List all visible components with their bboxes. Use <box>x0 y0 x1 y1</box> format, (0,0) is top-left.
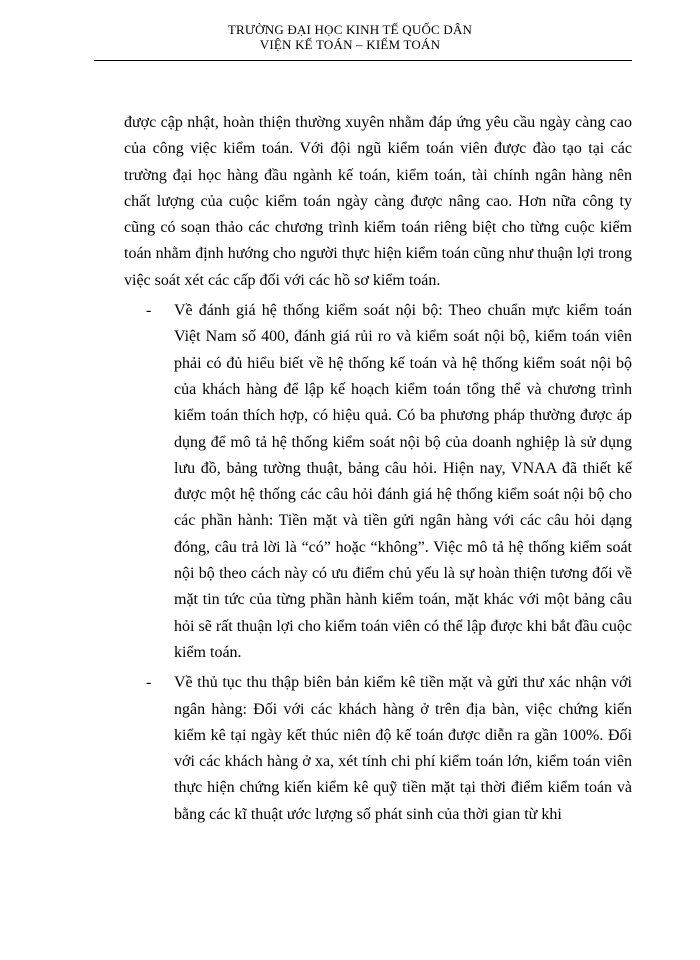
bullet-text: Về thủ tục thu thập biên bản kiểm kê tiền mặt và gửi thư xác nhận với ngân hàng: Đối với các khách hàng ở trên địa bàn, việc chứng kiến kiểm kê tại ngày kết thúc niên độ kế toán được diễn ra gần 100%. Đối với các khách hàng ở xa, xét tính chi phí kiểm toán lớn, kiểm toán viên thực hiện chứng kiến kiểm kê quỹ tiền mặt tại thời điểm kiểm toán và bằng các kĩ thuật ước lượng số phát sinh của thời gian từ khi <box>174 674 632 823</box>
page-header <box>0 22 700 52</box>
bullet-item-internal-control <box>146 298 632 666</box>
bullet-marker: - <box>146 674 152 692</box>
header-university: TRƯỜNG ĐẠI HỌC KINH TẾ QUỐC DÂN <box>227 22 473 37</box>
document-body <box>124 110 632 828</box>
header-divider <box>94 60 632 61</box>
bullet-text: Về đánh giá hệ thống kiểm soát nội bộ: Theo chuẩn mực kiểm toán Việt Nam số 400, đánh giá rủi ro và kiểm soát nội bộ, kiểm toán viên phải có đủ hiểu biết về hệ thống kế toán và hệ thống kiểm soát nội bộ của khách hàng để lập kế hoạch kiểm toán tổng thể và chương trình kiểm toán thích hợp, có hiệu quả. Có ba phương pháp thường được áp dụng để mô tả hệ thống kiểm soát nội bộ của doanh nghiệp là sử dụng lưu đồ, bảng tường thuật, bảng câu hỏi. Hiện nay, VNAA đã thiết kế được một hệ thống các câu hỏi đánh giá hệ thống kiểm soát nội bộ cho các phần hành: Tiền mặt và tiền gửi ngân hàng với các câu hỏi dạng đóng, câu trả lời là “có” hoặc “không”. Việc mô tả hệ thống kiểm soát nội bộ theo cách này có ưu điểm chủ yếu là sự hoàn thiện tương đối về mặt tin tức của từng phần hành kiểm toán, mặt khác với một bảng câu hỏi sẽ rất thuận lợi cho kiểm toán viên có thể lập được khi bắt đầu cuộc kiểm toán. <box>174 302 632 661</box>
body-paragraph: được cập nhật, hoàn thiện thường xuyên nhằm đáp ứng yêu cầu ngày càng cao của công việc kiểm toán. Với đội ngũ kiểm toán viên được đào tạo tại các trường đại học hàng đầu ngành kế toán, kiểm toán, tài chính ngân hàng nên chất lượng của cuộc kiểm toán ngày càng được nâng cao. Hơn nữa công ty cũng có soạn thảo các chương trình kiểm toán riêng biệt cho từng cuộc kiểm toán nhằm định hướng cho người thực hiện kiểm toán cũng như thuận lợi trong việc soát xét các cấp đối với các hồ sơ kiểm toán. <box>124 114 632 289</box>
bullet-marker: - <box>146 302 152 320</box>
bullet-item-cash-count <box>146 670 632 828</box>
header-institute: VIỆN KẾ TOÁN – KIỂM TOÁN <box>259 37 441 52</box>
